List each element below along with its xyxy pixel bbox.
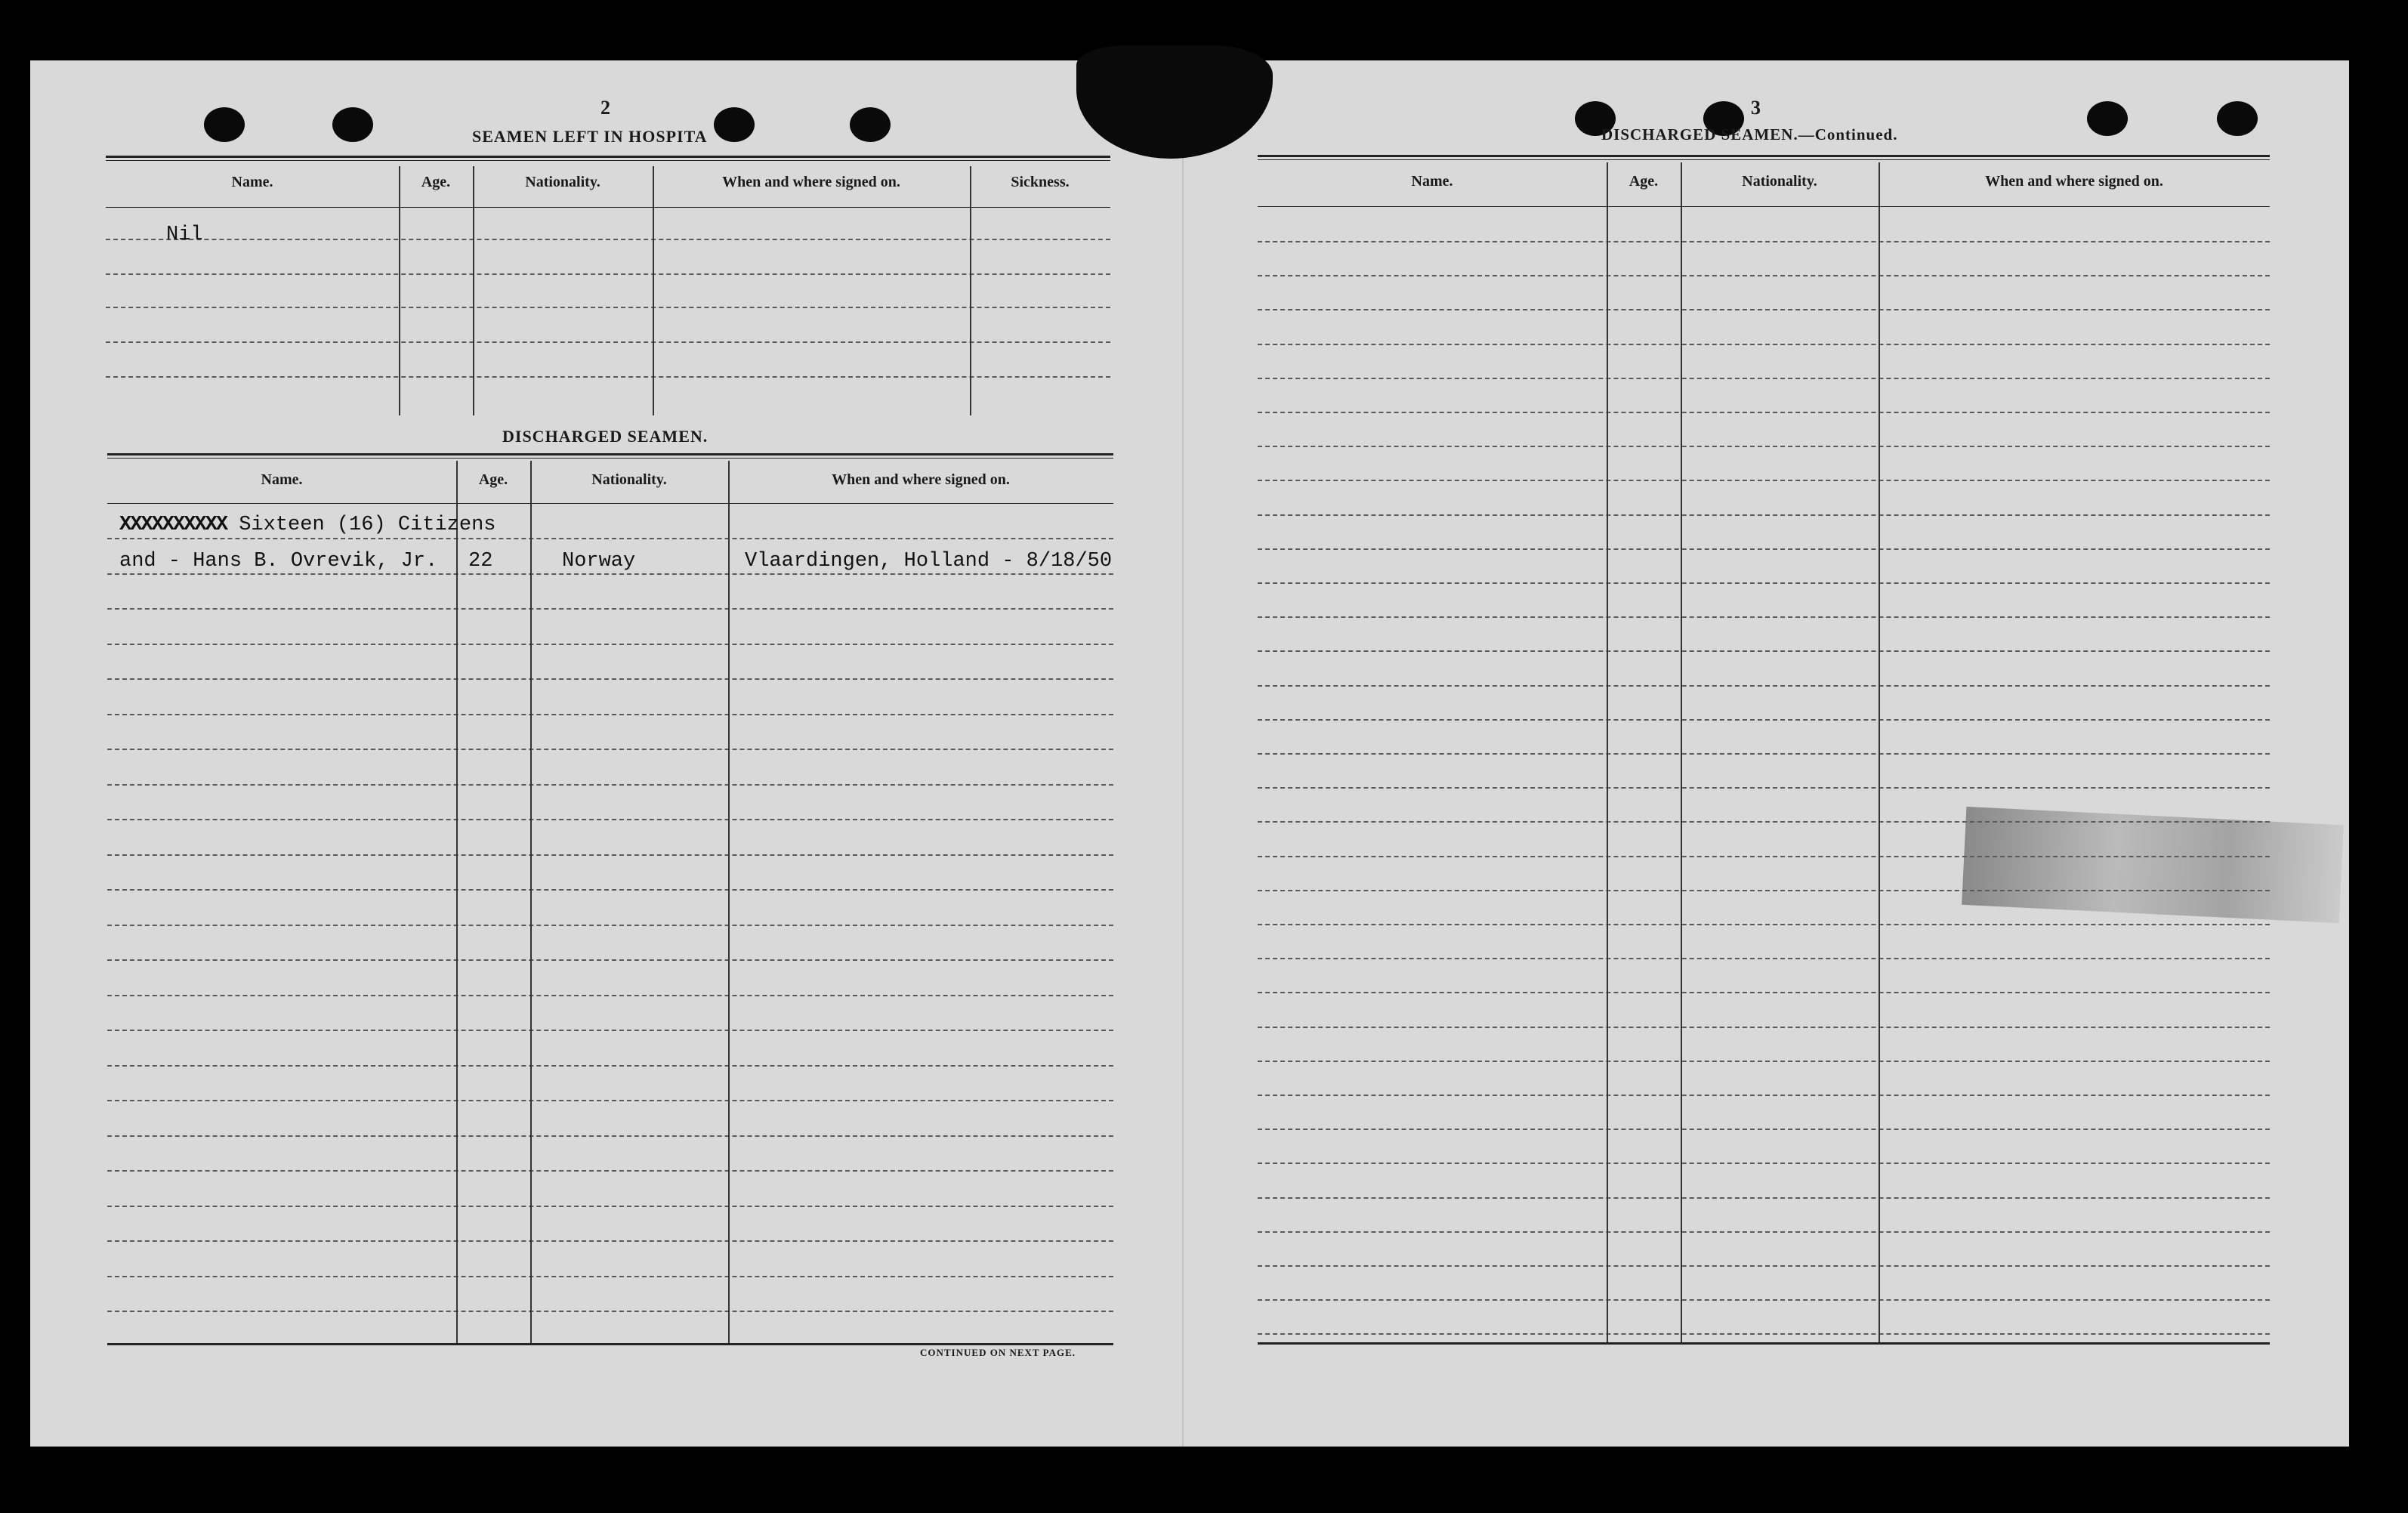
ruled-line xyxy=(107,854,1113,856)
ruled-line xyxy=(107,1206,1113,1207)
ruled-line xyxy=(1258,1163,2270,1164)
ruled-line xyxy=(1258,1027,2270,1028)
col-header-signed-on: When and where signed on. xyxy=(1985,173,2163,190)
ruled-line xyxy=(1258,616,2270,618)
punch-hole xyxy=(2087,101,2128,136)
col-header-age: Age. xyxy=(1628,173,1659,190)
ruled-line xyxy=(1258,241,2270,242)
ruled-line xyxy=(107,714,1113,715)
ruled-line xyxy=(1258,1061,2270,1062)
ruled-line xyxy=(1258,548,2270,550)
ruled-line xyxy=(1258,446,2270,447)
ruled-line xyxy=(107,925,1113,926)
col-header-name: Name. xyxy=(231,174,273,190)
ruled-line xyxy=(107,889,1113,891)
hospital-table xyxy=(106,156,1110,416)
struck-out-text: XXXXXXXXXX xyxy=(119,514,227,536)
ruled-line xyxy=(1258,992,2270,993)
ruled-line xyxy=(1258,344,2270,345)
ruled-line xyxy=(1258,821,2270,823)
discharged-row-2-age: 22 xyxy=(468,550,493,573)
ruled-line xyxy=(107,1065,1113,1067)
col-header-age: Age. xyxy=(478,471,508,488)
punch-hole xyxy=(204,107,245,142)
ruled-line xyxy=(1258,275,2270,276)
ruled-line xyxy=(1258,787,2270,789)
ruled-line xyxy=(107,749,1113,750)
ruled-line xyxy=(1258,412,2270,413)
ruled-line xyxy=(1258,685,2270,687)
ruled-line xyxy=(1258,719,2270,721)
ruled-line xyxy=(1258,650,2270,652)
ruled-line xyxy=(107,1030,1113,1031)
discharged-row-2-nationality: Norway xyxy=(562,550,636,573)
ruled-line xyxy=(1258,856,2270,857)
ruled-line xyxy=(107,678,1113,680)
hospital-entry-nil: Nil xyxy=(166,224,203,246)
discharged-continued-table xyxy=(1258,155,2270,1345)
ruled-line xyxy=(1258,1265,2270,1267)
discharged-section-title: DISCHARGED SEAMEN. xyxy=(502,427,709,446)
ruled-line xyxy=(107,1135,1113,1137)
col-header-nationality: Nationality. xyxy=(525,174,600,190)
ruled-line xyxy=(107,573,1113,575)
ruled-line xyxy=(1258,1197,2270,1199)
col-header-signed-on: When and where signed on. xyxy=(832,471,1010,488)
col-header-nationality: Nationality. xyxy=(1742,173,1817,190)
discharged-row-1-name xyxy=(119,514,496,536)
ruled-line xyxy=(1258,309,2270,310)
ruled-line xyxy=(107,784,1113,786)
ruled-line xyxy=(1258,480,2270,481)
discharged-table xyxy=(107,453,1113,1345)
ruled-line xyxy=(1258,753,2270,755)
right-page-number: 3 xyxy=(1751,97,1761,119)
ruled-line xyxy=(107,1240,1113,1242)
ruled-line xyxy=(107,644,1113,645)
punch-hole xyxy=(332,107,373,142)
ruled-line xyxy=(107,819,1113,820)
ruled-line xyxy=(107,995,1113,996)
col-header-sickness: Sickness. xyxy=(1011,174,1070,190)
col-header-name: Name. xyxy=(1411,173,1453,190)
ruled-line xyxy=(1258,582,2270,584)
discharged-row-2-name: and - Hans B. Ovrevik, Jr. xyxy=(119,550,438,573)
punch-hole xyxy=(714,107,755,142)
ruled-line xyxy=(107,1311,1113,1312)
ruled-line xyxy=(107,1276,1113,1277)
ruled-line xyxy=(1258,1095,2270,1096)
col-header-name: Name. xyxy=(261,471,303,488)
ruled-line xyxy=(107,1100,1113,1101)
discharged-row-2-signed-on: Vlaardingen, Holland - 8/18/50 xyxy=(745,550,1113,573)
ruled-line xyxy=(1258,890,2270,891)
col-header-age: Age. xyxy=(421,174,451,190)
ruled-line xyxy=(1258,1129,2270,1130)
ruled-line xyxy=(107,959,1113,961)
right-page-title: DISCHARGED SEAMEN.—Continued. xyxy=(1601,125,1898,144)
col-header-signed-on: When and where signed on. xyxy=(722,174,900,190)
continued-footer: CONTINUED ON NEXT PAGE. xyxy=(920,1347,1076,1358)
ruled-line xyxy=(1258,378,2270,379)
ruled-line xyxy=(1258,1333,2270,1335)
punch-hole xyxy=(2217,101,2258,136)
punch-hole xyxy=(850,107,891,142)
ruled-line xyxy=(107,538,1113,539)
ruled-line xyxy=(1258,924,2270,925)
ruled-line xyxy=(107,1170,1113,1172)
ruled-line xyxy=(107,608,1113,610)
page-fold xyxy=(1182,60,1184,1447)
ruled-line xyxy=(1258,1231,2270,1233)
hospital-section-title: SEAMEN LEFT IN HOSPITA xyxy=(472,127,708,146)
ruled-line xyxy=(1258,514,2270,516)
ruled-line xyxy=(1258,1299,2270,1301)
sixteen-citizens-text: Sixteen (16) Citizens xyxy=(227,514,496,536)
col-header-nationality: Nationality. xyxy=(591,471,667,488)
ruled-line xyxy=(1258,958,2270,959)
left-page-number: 2 xyxy=(600,97,610,119)
